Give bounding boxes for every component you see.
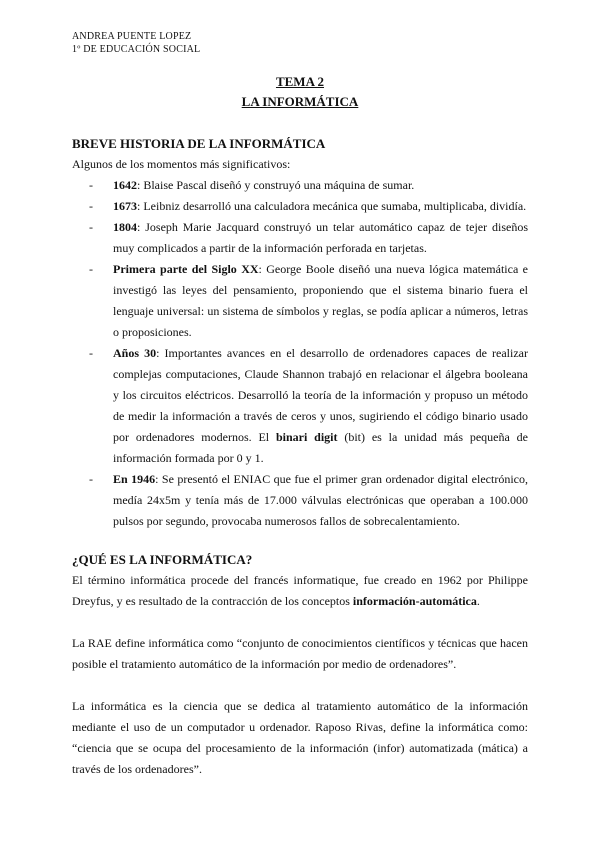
definition-paragraph-2: La RAE define informática como “conjunto de conocimientos científicos y técnicas que hacen posible el tratamiento automático de la información por medio de ordenadores”.: [72, 636, 528, 671]
author-name: ANDREA PUENTE LOPEZ: [72, 31, 192, 42]
list-item: - 1673: Leibniz desarrolló una calculadora mecánica que sumaba, multiplicaba, dividía.: [89, 199, 527, 213]
definition-paragraph-3: La informática es la ciencia que se dedica al tratamiento automático de la información mediante el uso de un computador u ordenador. Raposo Rivas, define la informática como: “ciencia que se ocupa del procesamiento de la información (infor) automatizada (mática) a través de los ordenadores”.: [72, 699, 528, 776]
definition-paragraph-1: El término informática procede del francés informatique, fue creado en 1962 por Philippe Dreyfus, y es resultado de la contracción de los conceptos información-automática.: [72, 573, 528, 608]
tema-subject: LA INFORMÁTICA: [241, 94, 359, 109]
list-item: - Años 30: Importantes avances en el desarrollo de ordenadores capaces de realizar complejas computaciones, Claude Shannon trabajó en relacionar el álgebra booleana y los circuitos eléctricos. Desarrolló la teoría de la información y propuso un método de medir la información a través de ceros y unos, sugiriendo el código binario usado por ordenadores modernos. El binari digit (bit) es la unidad más pequeña de información formada por 0 y 1.: [89, 346, 528, 465]
history-intro: Algunos de los momentos más significativos:: [72, 157, 291, 171]
tema-number: TEMA 2: [275, 74, 325, 89]
course-name: 1º DE EDUCACIÓN SOCIAL: [72, 44, 201, 55]
history-list: [72, 175, 528, 532]
section-heading-history: BREVE HISTORIA DE LA INFORMÁTICA: [72, 136, 326, 151]
page-header: [72, 30, 200, 56]
list-item: - 1804: Joseph Marie Jacquard construyó un telar automático capaz de tejer diseños muy complicados a partir de la información perforada en tarjetas.: [89, 220, 528, 255]
list-item: - En 1946: Se presentó el ENIAC que fue el primer gran ordenador digital electrónico, medía 24x5m y tenía más de 17.000 válvulas electrónicas que operaban a 100.000 pulsos por segundo, provocaba numerosos fallos de sobrecalentamiento.: [89, 472, 528, 528]
document-body: [72, 134, 528, 780]
list-item: - 1642: Blaise Pascal diseñó y construyó una máquina de sumar.: [89, 178, 415, 192]
document-title: [0, 72, 600, 112]
list-item: - Primera parte del Siglo XX: George Boole diseñó una nueva lógica matemática e investigó las leyes del pensamiento, proponiendo que el sistema binario fuera el lenguaje universal: un sistema de símbolos y reglas, se podía aplicar a números, letras o proposiciones.: [89, 262, 528, 339]
section-heading-definition: ¿QUÉ ES LA INFORMÁTICA?: [72, 552, 253, 567]
